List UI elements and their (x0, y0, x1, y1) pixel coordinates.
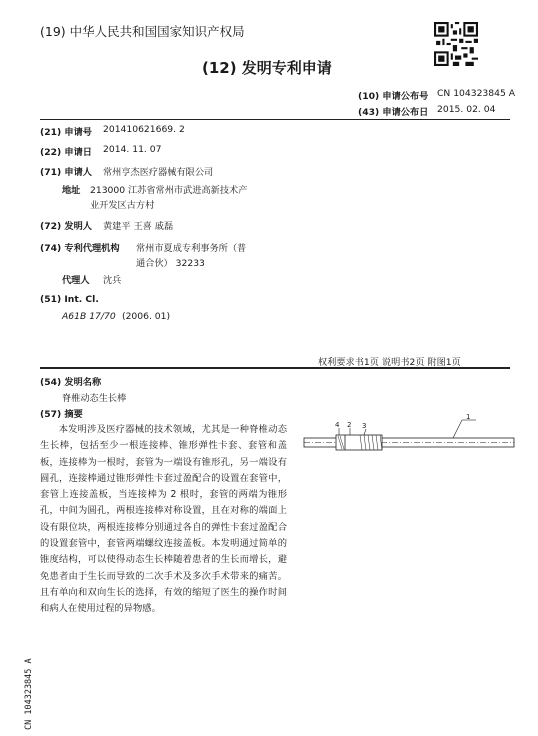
qr-code-icon (434, 22, 478, 66)
application-number-label: (21) 申请号 (40, 127, 92, 138)
agency-line-2: 通合伙） 32233 (136, 258, 205, 269)
abstract-text: 本发明涉及医疗器械的技术领域，尤其是一种脊椎动态生长棒，包括至少一根连接棒、锥形弹性卡套、套管和盖板，连接棒为一根时，套管为一端设有锥形孔，另一端设有圆孔，连接棒通过锥形弹性卡套过盈配合的设置在套管中，套管上连接盖板，当连接棒为 2 根时，套管的两端为锥形孔，中间为圆孔，两根连接棒对称设置，且在对称的端面上设有限位块，两根连接棒分别通过各自的弹性卡套过盈配合的设置套管中，套管两端螺纹连接盖板。本发明通过简单的锥度结构，可以使得动态生长棒随着患者的生长而增长，避免患者由于生长而导致的二次手术及多次手术带来的痛苦。且有单向和双向生长的选择，有效的缩短了医生的操作时间和病人在使用过程的异物感。 (40, 424, 287, 615)
leader-1 (453, 420, 462, 438)
abstract-label: (57) 摘要 (40, 409, 83, 420)
application-date: 2014. 11. 07 (103, 144, 162, 155)
pub-date: 2015. 02. 04 (437, 104, 496, 115)
figure-label-4: 4 (335, 421, 340, 429)
pages-info: 权利要求书1页 说明书2页 附图1页 (318, 357, 461, 368)
application-number: 201410621669. 2 (103, 124, 185, 135)
figure-label-3: 3 (362, 422, 367, 430)
intcl-label: (51) Int. Cl. (40, 294, 99, 305)
figure-label-2: 2 (347, 421, 352, 429)
sleeve (336, 435, 382, 450)
document-type: (12) 发明专利申请 (202, 59, 332, 77)
agent: 沈兵 (103, 275, 122, 286)
figure-label-1: 1 (466, 414, 471, 421)
pub-date-label: (43) 申请公布日 (358, 107, 429, 118)
patent-figure (298, 414, 520, 474)
address-line-1: 213000 江苏省常州市武进高新技术产 (90, 185, 248, 196)
ipc-code: A61B 17/70 (62, 311, 116, 322)
section-rule (40, 367, 510, 369)
header-rule (40, 119, 510, 120)
inventor-label: (72) 发明人 (40, 221, 92, 232)
applicant: 常州亨杰医疗器械有限公司 (103, 167, 214, 178)
pub-number-label: (10) 申请公布号 (358, 91, 429, 102)
agent-label: 代理人 (62, 275, 90, 286)
title-label: (54) 发明名称 (40, 377, 102, 388)
inventors: 黄建平 王喜 戚磊 (103, 221, 174, 232)
ipc-version: (2006. 01) (122, 311, 171, 322)
address-label: 地址 (62, 185, 81, 196)
agency-label: (74) 专利代理机构 (40, 243, 120, 254)
invention-title: 脊椎动态生长棒 (62, 393, 127, 404)
agency-line-1: 常州市夏成专利事务所（普 (136, 243, 247, 254)
office-name: (19) 中华人民共和国国家知识产权局 (40, 24, 245, 39)
applicant-label: (71) 申请人 (40, 167, 92, 178)
side-publication-code: CN 104323845 A (24, 658, 34, 730)
address-line-2: 业开发区古方村 (90, 200, 155, 211)
pub-number: CN 104323845 A (437, 88, 516, 99)
application-date-label: (22) 申请日 (40, 147, 92, 158)
